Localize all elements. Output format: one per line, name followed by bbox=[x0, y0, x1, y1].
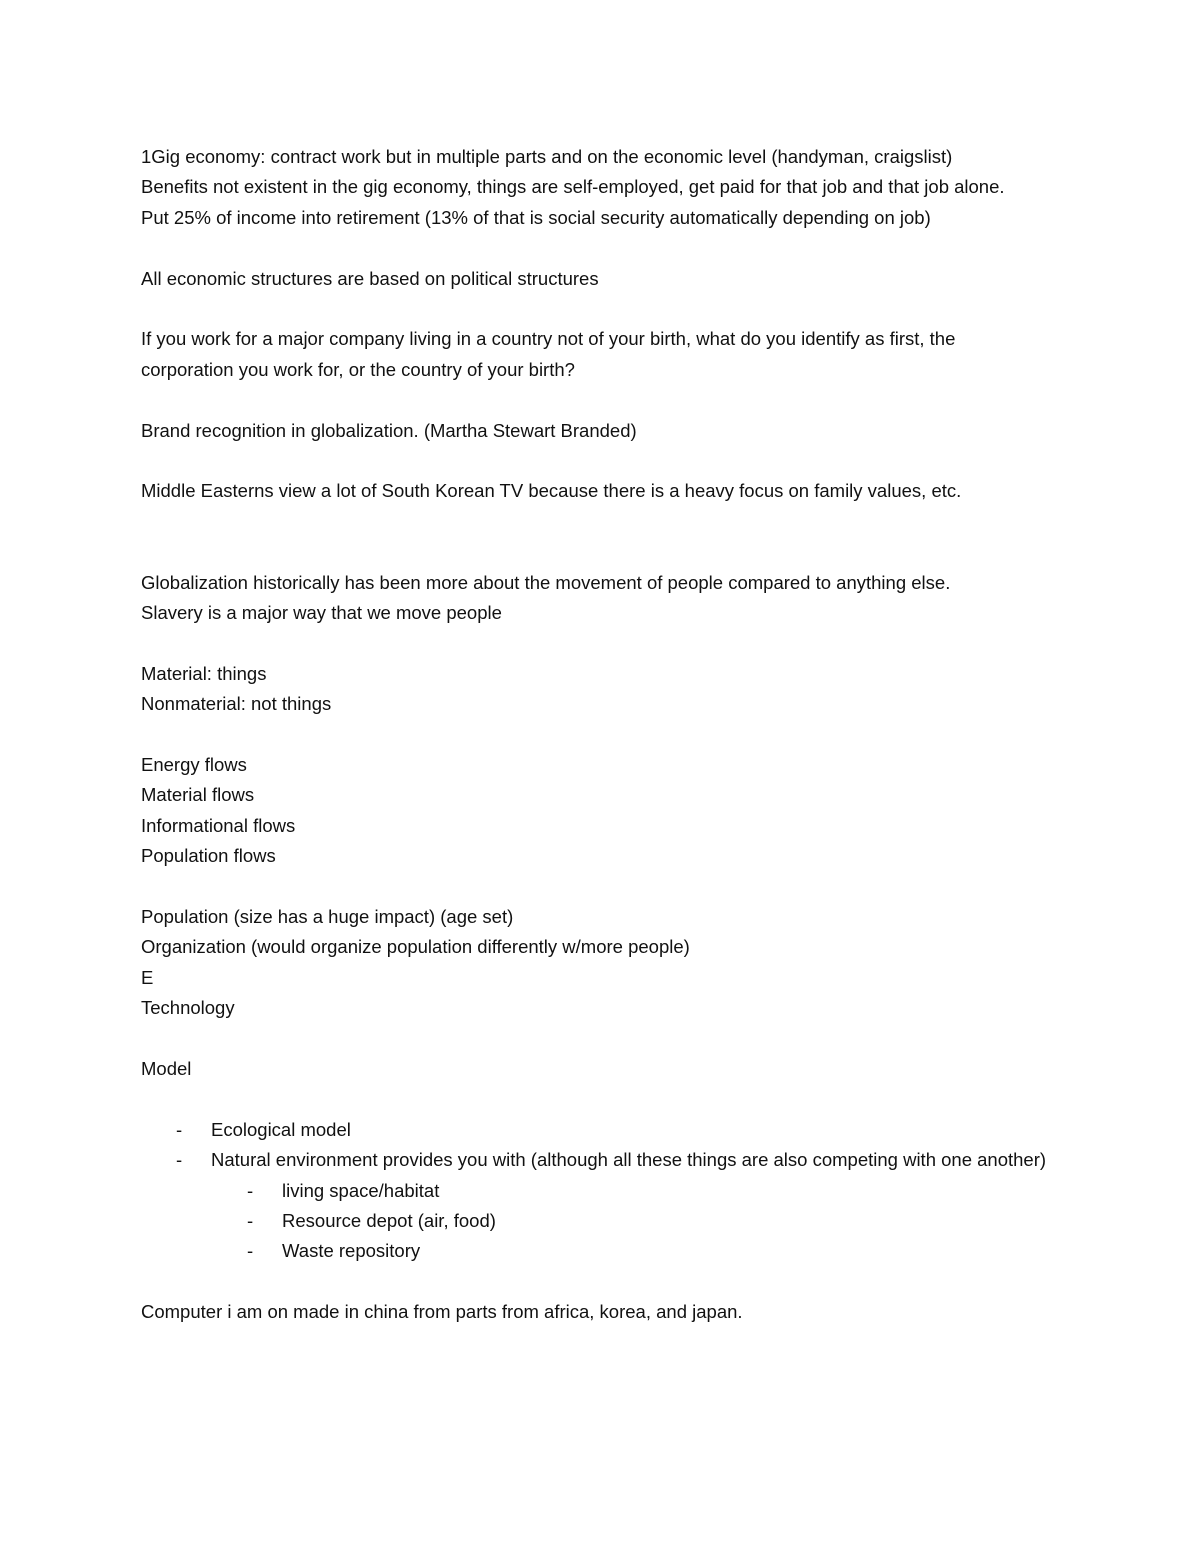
flow-item: Material flows bbox=[141, 784, 255, 806]
spacer bbox=[141, 446, 1051, 476]
flow-item: Energy flows bbox=[141, 754, 247, 776]
paragraph-south-korean-tv: Middle Easterns view a lot of South Korean TV because there is a heavy focus on family values, etc. bbox=[141, 480, 962, 502]
model-bullet-list bbox=[141, 1115, 1051, 1176]
spacer bbox=[141, 628, 1051, 658]
spacer bbox=[141, 1084, 1051, 1114]
dash-bullet-icon: - bbox=[247, 1240, 254, 1262]
paragraph-identity-question: If you work for a major company living in a country not of your birth, what do you identify as first, the corporation you work for, or the country of your birth? bbox=[141, 328, 956, 380]
list-item bbox=[141, 1176, 1051, 1206]
sub-bullet-list bbox=[141, 1176, 1051, 1267]
list-item-text: Waste repository bbox=[282, 1240, 421, 1262]
poet-item: E bbox=[141, 966, 154, 988]
spacer bbox=[141, 1267, 1051, 1297]
paragraph-globalization-history: Globalization historically has been more about the movement of people compared to anything else. bbox=[141, 571, 951, 593]
list-item-text: Ecological model bbox=[211, 1118, 351, 1140]
list-item bbox=[141, 1115, 1051, 1145]
paragraph-brand-recognition: Brand recognition in globalization. (Martha Stewart Branded) bbox=[141, 419, 637, 441]
paragraph-benefits: Benefits not existent in the gig economy, things are self-employed, get paid for that job and that job alone. bbox=[141, 176, 1005, 198]
paragraph-retirement: Put 25% of income into retirement (13% of that is social security automatically depending on job) bbox=[141, 206, 931, 228]
dash-bullet-icon: - bbox=[176, 1118, 183, 1140]
paragraph-computer-origin: Computer i am on made in china from parts from africa, korea, and japan. bbox=[141, 1301, 743, 1323]
spacer bbox=[141, 1024, 1051, 1054]
list-item-text: Natural environment provides you with (although all these things are also competing with one another) bbox=[211, 1149, 1047, 1171]
model-heading: Model bbox=[141, 1058, 192, 1080]
flow-item: Informational flows bbox=[141, 814, 296, 836]
list-item bbox=[141, 1206, 1051, 1236]
dash-bullet-icon: - bbox=[247, 1210, 254, 1232]
poet-item: Population (size has a huge impact) (age set) bbox=[141, 906, 514, 928]
spacer bbox=[141, 294, 1051, 324]
document-body bbox=[141, 142, 1051, 1328]
spacer bbox=[141, 872, 1051, 902]
spacer bbox=[141, 233, 1051, 263]
poet-item: Organization (would organize population differently w/more people) bbox=[141, 936, 690, 958]
paragraph-economic-structures: All economic structures are based on political structures bbox=[141, 267, 599, 289]
paragraph-slavery: Slavery is a major way that we move people bbox=[141, 602, 502, 624]
poet-item: Technology bbox=[141, 997, 235, 1019]
dash-bullet-icon: - bbox=[247, 1179, 254, 1201]
list-item-text: living space/habitat bbox=[282, 1179, 440, 1201]
list-item bbox=[141, 1236, 1051, 1266]
spacer bbox=[141, 720, 1051, 750]
paragraph-material: Material: things bbox=[141, 662, 267, 684]
list-item bbox=[141, 1145, 1051, 1175]
list-item-text: Resource depot (air, food) bbox=[282, 1210, 496, 1232]
spacer bbox=[141, 385, 1051, 415]
paragraph-nonmaterial: Nonmaterial: not things bbox=[141, 693, 332, 715]
spacer bbox=[141, 507, 1051, 568]
flow-item: Population flows bbox=[141, 845, 276, 867]
dash-bullet-icon: - bbox=[176, 1149, 183, 1171]
paragraph-gig-economy: 1Gig economy: contract work but in multiple parts and on the economic level (handyman, craigslist) bbox=[141, 146, 953, 167]
